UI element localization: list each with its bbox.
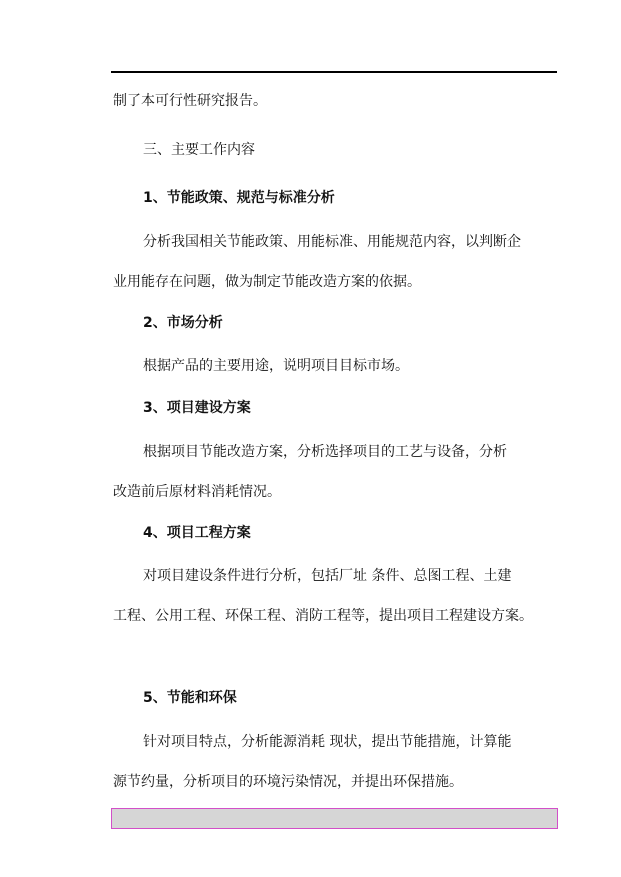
heading-energy-policy: 1、节能政策、规范与标准分析	[143, 190, 335, 206]
paragraph-energy-policy-line-2: 业用能存在问题，做为制定节能改造方案的依据。	[113, 274, 421, 290]
paragraph-market-analysis: 根据产品的主要用途，说明项目目标市场。	[143, 358, 409, 374]
paragraph-engineering-plan-line-2: 工程、公用工程、环保工程、消防工程等，提出项目工程建设方案。	[113, 608, 533, 624]
header-rule	[111, 71, 557, 73]
heading-construction-plan: 3、项目建设方案	[143, 400, 251, 416]
heading-market-analysis: 2、市场分析	[143, 315, 223, 331]
paragraph-construction-plan-line-2: 改造前后原材料消耗情况。	[113, 484, 281, 500]
paragraph-energy-environment-line-2: 源节约量，分析项目的环境污染情况，并提出环保措施。	[113, 774, 463, 790]
footer-bar	[111, 808, 558, 829]
heading-energy-environment: 5、节能和环保	[143, 690, 237, 706]
section-title-main-work: 三、主要工作内容	[143, 142, 255, 158]
heading-engineering-plan: 4、项目工程方案	[143, 525, 251, 541]
paragraph-line-continuation: 制了本可行性研究报告。	[113, 93, 267, 109]
paragraph-engineering-plan-line-1: 对项目建设条件进行分析，包括厂址 条件、总图工程、土建	[143, 568, 512, 584]
paragraph-energy-policy-line-1: 分析我国相关节能政策、用能标准、用能规范内容，以判断企	[143, 234, 521, 250]
paragraph-energy-environment-line-1: 针对项目特点，分析能源消耗 现状，提出节能措施，计算能	[143, 734, 512, 750]
paragraph-construction-plan-line-1: 根据项目节能改造方案，分析选择项目的工艺与设备，分析	[143, 444, 507, 460]
